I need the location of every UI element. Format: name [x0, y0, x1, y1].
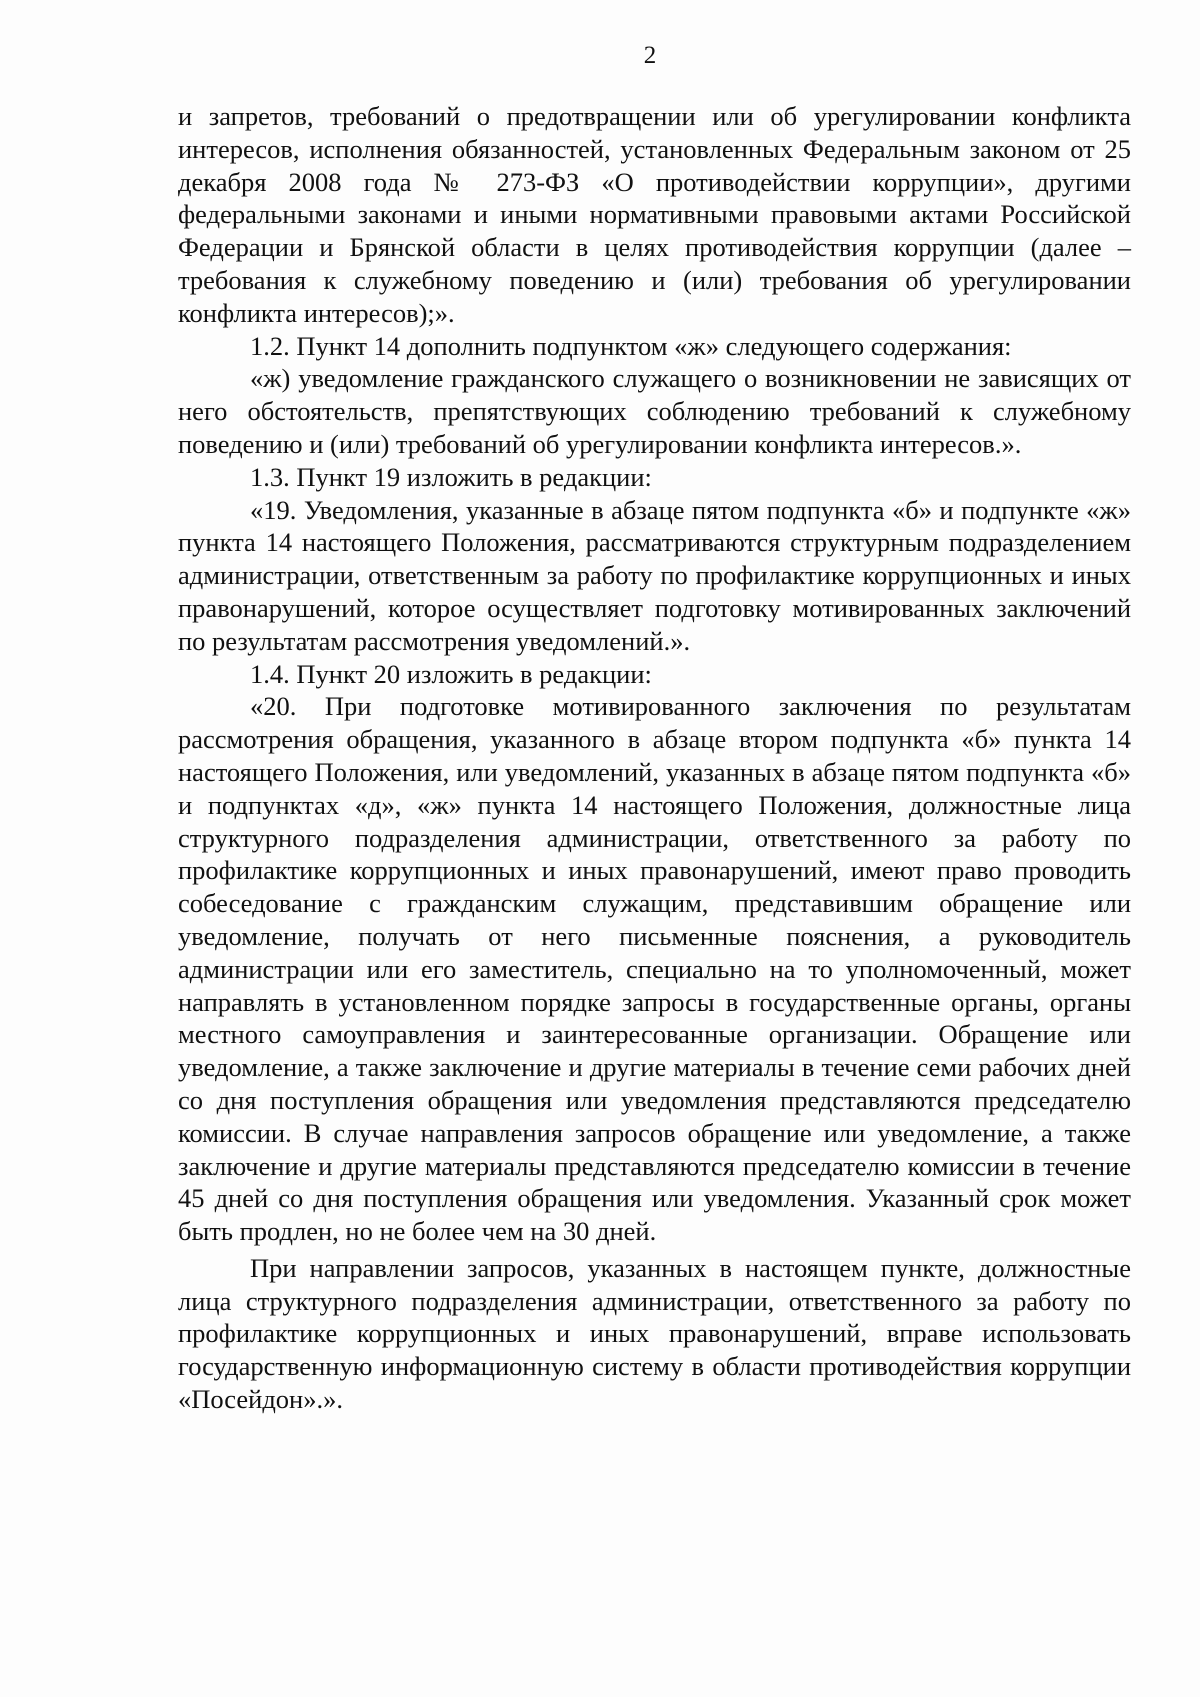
paragraph-subitem-zh: «ж) уведомление гражданского служащего о возникновении не зависящих от него обстоятельств, препятствующих соблюдению требований к служебному поведению и (или) требований об урегулировании конфликта интересов.».	[178, 363, 1131, 459]
paragraph-point-20: «20. При подготовке мотивированного заключения по результатам рассмотрения обращения, указанного в абзаце втором подпункта «б» пункта 14 настоящего Положения, или уведомлений, указанных в абзаце пятом подпункта «б» и подпунктах «д», «ж» пункта 14 настоящего Положения, должностные лица структурного подразделения администрации, ответственного за работу по профилактике коррупционных и иных правонарушений, имеют право проводить собеседование с гражданским служащим, представившим обращение или уведомление, получать от него письменные пояснения, а руководитель администрации или его заместитель, специально на то уполномоченный, может направлять в установленном порядке запросы в государственные органы, органы местного самоуправления и заинтересованные организации. Обращение или уведомление, а также заключение и другие материалы в течение семи рабочих дней со дня поступления обращения или уведомления представляются председателю комиссии. В случае направления запросов обращение или уведомление, а также заключение и другие материалы представляются председателю комиссии в течение 45 дней со дня поступления обращения или уведомления. Указанный срок может быть продлен, но не более чем на 30 дней.	[178, 691, 1131, 1247]
paragraph-item-1-2: 1.2. Пункт 14 дополнить подпунктом «ж» следующего содержания:	[250, 330, 1012, 361]
paragraph-item-1-3: 1.3. Пункт 19 изложить в редакции:	[250, 461, 652, 492]
paragraph-item-1-4: 1.4. Пункт 20 изложить в редакции:	[250, 658, 652, 689]
document-body	[178, 100, 1131, 1416]
page-number: 2	[643, 42, 657, 69]
paragraph-point-19: «19. Уведомления, указанные в абзаце пятом подпункта «б» и подпункте «ж» пункта 14 настоящего Положения, рассматриваются структурным подразделением администрации, ответственным за работу по профилактике коррупционных и иных правонарушений, которое осуществляет подготовку мотивированных заключений по результатам рассмотрения уведомлений.».	[178, 494, 1131, 656]
paragraph-continuation: и запретов, требований о предотвращении или об урегулировании конфликта интересов, исполнения обязанностей, установленных Федеральным законом от 25 декабря 2008 года № 273-ФЗ «О противодействии коррупции», другими федеральными законами и иными нормативными правовыми актами Российской Федерации и Брянской области в целях противодействия коррупции (далее – требования к служебному поведению и (или) требования об урегулировании конфликта интересов);».	[178, 101, 1131, 328]
paragraph-requests: При направлении запросов, указанных в настоящем пункте, должностные лица структурного подразделения администрации, ответственного за работу по профилактике коррупционных и иных правонарушений, вправе использовать государственную информационную систему в области противодействия коррупции «Посейдон».».	[178, 1252, 1131, 1415]
